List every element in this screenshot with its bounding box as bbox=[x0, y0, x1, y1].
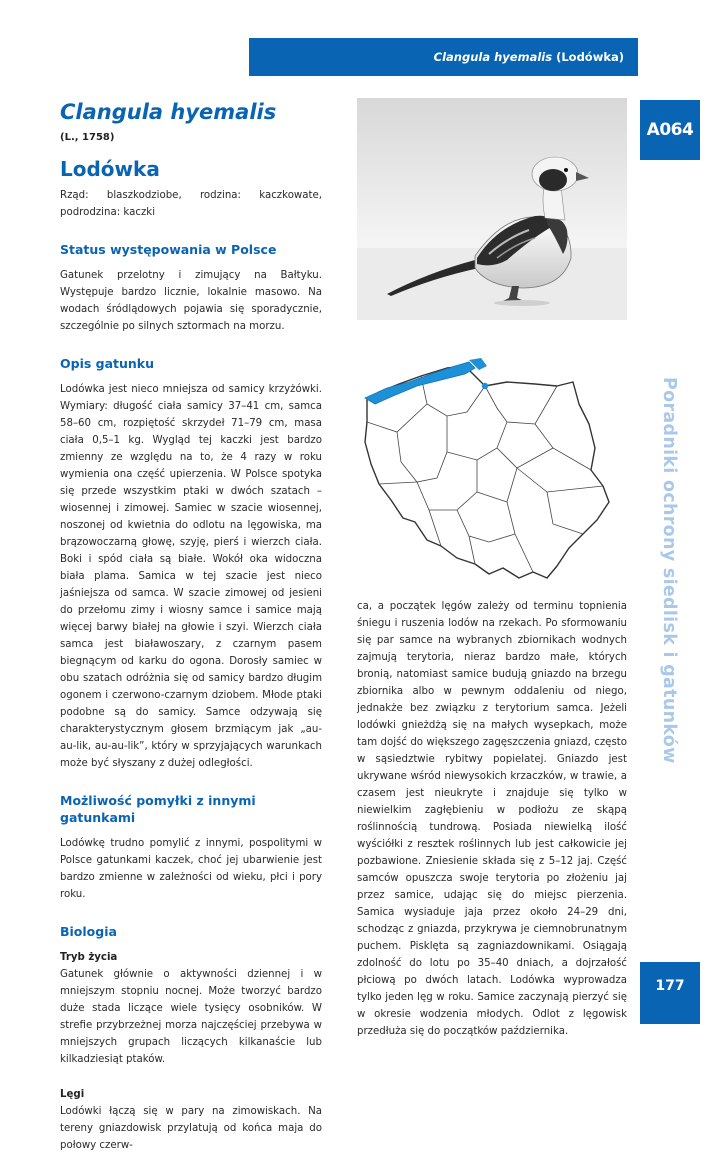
distribution-map bbox=[357, 352, 627, 598]
biology-heading: Biologia bbox=[60, 924, 117, 939]
page-number: 177 bbox=[640, 962, 700, 1024]
description-text: Lodówka jest nieco mniejsza od samicy krzyżówki. Wymiary: długość ciała samicy 37–41 cm, samca 58–60 cm, rozpiętość skrzydeł 71–79 cm, masa ciała 0,5–1 kg. Wygląd tej kaczki jest bardzo zmienny ze względu na to, że 4 razy w roku wymienia ona część upierzenia. W Polsce spotyka się przede wszystkim ptaki w dwóch szatach – wiosennej i zimowej. Samiec w szacie wiosennej, noszonej od kwietnia do odlotu na lęgowiska, ma brązowoczarną głowę, szyję, pierś i wierzch ciała. Boki i spód ciała są białe. Wokół oka widoczna biała plama. Samica w tej szacie jest nieco jaśniejsza od samca. W szacie zimowej od jesieni do przełomu zimy i wiosny samce i samice mają więcej barwy białej na głowie i szyi. Wierzch ciała samca jest białawoszary, z czarnym pasem biegnącym od karku do ogona. Dorosły samiec w obu szatach odróżnia się od samicy bardzo długim ogonem i czerwono-czarnym dziobem. Młode ptaki podobne są do samicy. Samce odzywają się charakterystycznym głosem brzmiącym jak „au-au-lik, au-au-lik”, który w sprzyjających warunkach może być słyszany z dużej odległości. bbox=[60, 384, 322, 769]
confusion-heading: Możliwość pomyłki z innymi gatunkami bbox=[60, 793, 256, 825]
side-series-label bbox=[654, 365, 684, 775]
left-column bbox=[60, 100, 322, 1154]
header-polish-name: (Lodówka) bbox=[556, 50, 624, 64]
running-header bbox=[249, 38, 638, 76]
header-latin-name: Clangula hyemalis bbox=[433, 50, 553, 64]
status-text: Gatunek przelotny i zimujący na Bałtyku. Występuje bardzo licznie, lokalnie masowo. Na wodach śródlądowych pojawia się sporadycznie, szczególnie po silnych sztormach na morzu. bbox=[60, 270, 322, 332]
species-authority: (L., 1758) bbox=[60, 132, 115, 143]
bird-illustration bbox=[357, 98, 627, 320]
species-latin-name: Clangula hyemalis bbox=[60, 100, 277, 124]
species-polish-name: Lodówka bbox=[60, 157, 160, 181]
status-heading: Status występowania w Polsce bbox=[60, 242, 277, 257]
lifestyle-heading: Tryb życia bbox=[60, 952, 118, 963]
series-title: Poradniki ochrony siedlisk i gatunków bbox=[659, 376, 679, 764]
taxonomy-text: Rząd: blaszkodziobe, rodzina: kaczkowate, podrodzina: kaczki bbox=[60, 190, 322, 218]
breeding-text-left: Lodówki łączą się w pary na zimowiskach. Na tereny gniazdowisk przylatują od końca maja do połowy czerw- bbox=[60, 1106, 322, 1151]
right-column bbox=[357, 598, 627, 1040]
description-heading: Opis gatunku bbox=[60, 356, 155, 371]
breeding-text-right: ca, a początek lęgów zależy od terminu topnienia śniegu i ruszenia lodów na rzekach. Po sformowaniu się par samce na wybranych zbiornikach wodnych zajmują terytoria, nieraz bardzo małe, których bronią, natomiast samice budują gniazdo na brzegu zbiornika albo w pewnym oddaleniu od niego, jednakże bez związku z terytorium samca. Jeżeli lodówki gnieżdżą się na małych wysepkach, może tam dojść do większego zagęszczenia gniazd, często w sąsiedztwie rybitwy popielatej. Gniazdo jest ukrywane wśród niewysokich krzaczków, w trawie, a czasem jest nieukryte i znajduje się tylko w niewielkim zagłębieniu w podłożu ze skąpą roślinnością tundrową. Posiada niewielką ilość wyściółki z resztek roślinnych lub jest całkowicie jej pozbawione. Zniesienie składa się z 5–12 jaj. Część samców opuszcza swoje terytoria po złożeniu jaj przez samice, udając się do miejsc pierzenia. Samica wysiaduje jaja przez około 24–29 dni, schodząc z gniazda, przykrywa je ciemnobrunatnym puchem. Pisklęta są zagniazdownikami. Osiągają zdolność do lotu po 35–40 dniach, a dojrzałość płciową po dwóch latach. Lodówka wyprowadza tylko jeden lęg w roku. Samice zaczynają pierzyć się w okresie wodzenia młodych. Odlot z lęgowisk przedłuża się do początków października. bbox=[357, 601, 627, 1037]
confusion-text: Lodówkę trudno pomylić z innymi, pospolitymi w Polsce gatunkami kaczek, choć jej ubarwienie jest bardzo zmienne w zależności od wieku, płci i pory roku. bbox=[60, 838, 322, 900]
breeding-heading: Lęgi bbox=[60, 1089, 85, 1100]
species-code-tab: A064 bbox=[640, 100, 700, 160]
lifestyle-text: Gatunek głównie o aktywności dziennej i w mniejszym stopniu nocnej. Może tworzyć bardzo duże stada liczące wiele tysięcy osobników. W strefie przybrzeżnej morza najczęściej przebywa w mniejszych grupach liczących kilkanaście lub kilkadziesiąt ptaków. bbox=[60, 969, 322, 1065]
